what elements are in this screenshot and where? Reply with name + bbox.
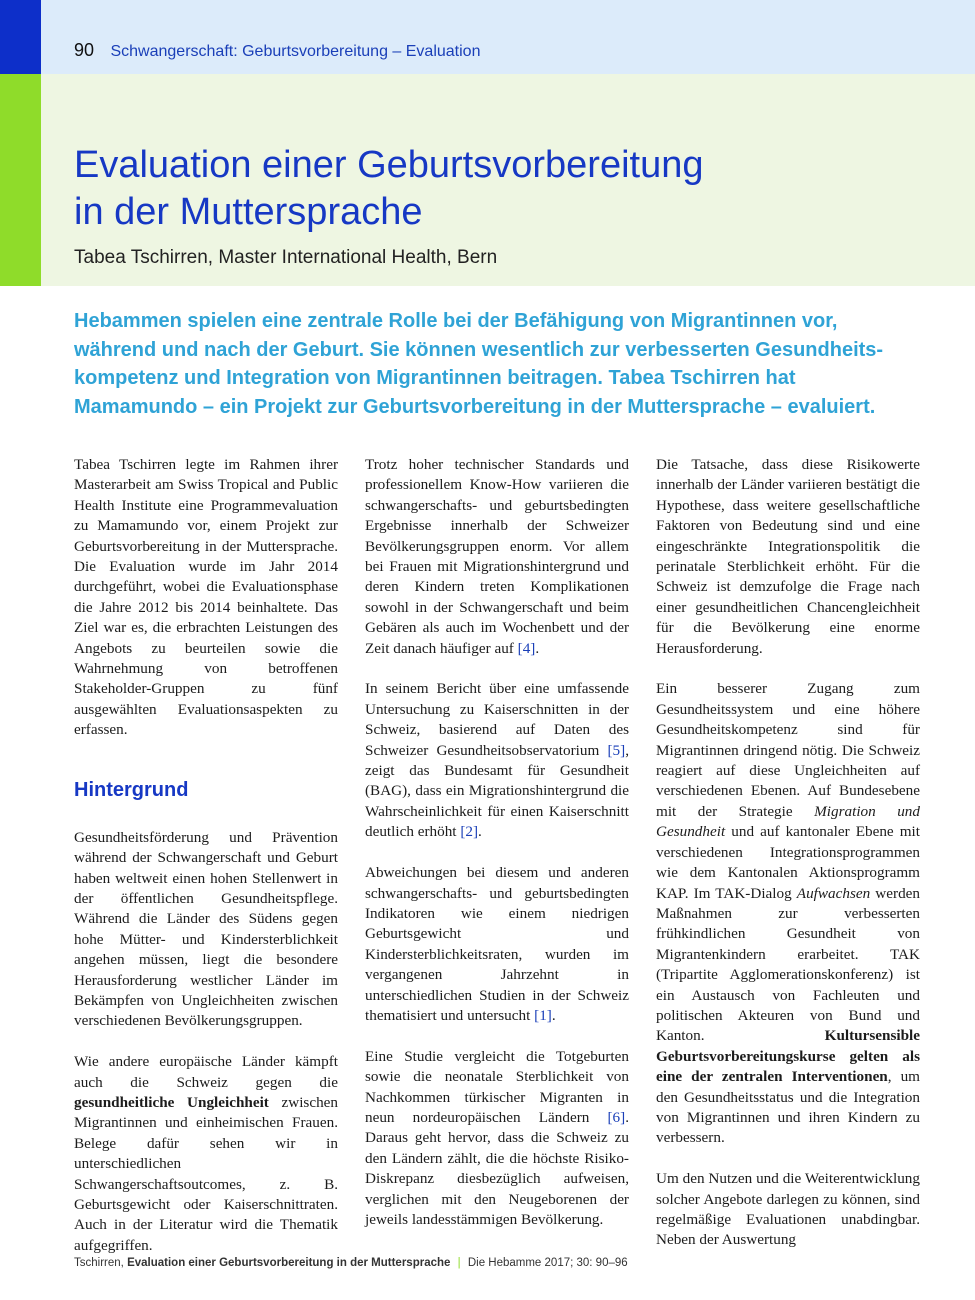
author-line: Tabea Tschirren, Master International Health, Bern	[74, 247, 498, 268]
text-run: .	[535, 639, 540, 657]
reference-link[interactable]: [4]	[517, 639, 536, 657]
running-head-strip	[0, 0, 975, 74]
body-paragraph	[365, 679, 629, 842]
intro-paragraph: Tabea Tschirren legte im Rahmen ihrer Masterarbeit am Swiss Tropical and Public Health Institute eine Programmevaluation zu Mamamundo vor, einem Projekt zur Geburtsvorbereitung in der Muttersprache. Die Evaluation wurde im Jahr 2014 durchgeführt, wobei die Evaluationsphase die Jahre 2012 bis 2014 beinhaltete. Das Ziel war es, die erbrachten Leistungen des Angebots zu beurteilen sowie die Wahrnehmung von betroffenen Stakeholder-Gruppen zu fünf ausgewählten Evaluationsaspekten zu erfassen.	[74, 456, 338, 739]
italic-text: Aufwachsen	[796, 884, 871, 902]
lead-paragraph	[74, 307, 904, 421]
italic-text: Migration und Gesundheit	[656, 802, 920, 841]
lead-line: Mamamundo – ein Projekt zur Geburtsvorbereitung in der Muttersprache – evaluiert.	[74, 395, 876, 418]
bold-text: Kultursensible Geburtsvorbereitungskurse gelten als eine der zentralen Interventionen	[656, 1027, 920, 1086]
reference-link[interactable]: [1]	[534, 1006, 552, 1024]
lead-line: kompetenz und Integration von Migrantinnen beitragen. Tabea Tschirren hat	[74, 367, 796, 389]
text-run: zwischen Migrantinnen und einheimischen Frauen. Belege dafür sehen wir in unterschiedlichen Schwangerschaftsoutcomes, z. B. Geburtsgewicht oder Kaiserschnittraten. Auch in der Literatur wird die Thematik aufgegriffen.	[74, 1093, 338, 1254]
reference-link[interactable]: [5]	[607, 741, 626, 759]
section-heading-hintergrund: Hintergrund	[74, 778, 189, 801]
text-run: Wie andere europäische Länder kämpft auch die Schweiz gegen die	[74, 1053, 338, 1091]
text-column-2	[365, 455, 629, 1230]
text-run: werden Maßnahmen zur verbesserten frühkindlichen Gesundheit von Migrantenkindern erarbeitet. TAK (Tripartite Agglomerationskonferenz) ist ein Austausch von Fachleuten und politischen Akteuren von Bund und Kanton.	[656, 884, 920, 1045]
text-run: Eine Studie vergleicht die Totgeburten sowie die neonatale Sterblichkeit von Nachkommen türkischer Migranten in neun nordeuropäischen Ländern	[365, 1047, 629, 1126]
lead-line: während und nach der Geburt. Sie können wesentlich zur verbesserten Gesundheits-	[74, 338, 884, 361]
title-line-1: Evaluation einer Geburtsvorbereitung	[74, 144, 704, 186]
footer-title: Evaluation einer Geburtsvorbereitung in der Muttersprache	[127, 1257, 451, 1269]
text-run: , zeigt das Bundesamt für Gesundheit (BAG), dass ein Migrationshintergrund die Wahrscheinlichkeit für einen Kaiserschnitt deutlich erhöht	[365, 741, 629, 841]
body-paragraph	[656, 679, 920, 1148]
footer-separator: |	[457, 1257, 461, 1269]
body-paragraph	[365, 455, 629, 659]
text-run: .	[551, 1006, 556, 1024]
text-run: . Daraus geht hervor, dass die Schweiz zu den Ländern zählt, die die höchste Risiko-Diskrepanz diesbezüglich aufweisen, verglichen mit den Neugeborenen der jeweils landesstämmigen Bevölkerung.	[365, 1108, 629, 1228]
body-paragraph	[365, 863, 629, 1026]
running-head	[74, 40, 480, 61]
text-run: , um den Gesundheitsstatus und die Integration von Migrantinnen und ihren Kindern zu verbessern.	[656, 1068, 920, 1147]
lead-line: Hebammen spielen eine zentrale Rolle bei der Befähigung von Migrantinnen vor,	[74, 310, 838, 332]
bold-text: gesundheitliche Ungleichheit	[74, 1093, 269, 1111]
body-paragraph	[365, 1047, 629, 1231]
title-line-2: in der Muttersprache	[74, 191, 423, 233]
text-run: In seinem Bericht über eine umfassende Untersuchung zu Kaiserschnitten in der Schweiz, basierend auf Daten des Schweizer Gesundheitsobservatorium	[365, 680, 629, 759]
blue-accent-block	[0, 0, 41, 74]
footer-author: Tschirren,	[74, 1257, 124, 1269]
body-paragraph: Gesundheitsförderung und Prävention während der Schwangerschaft und Geburt haben weltweit einen hohen Stellenwert in der öffentlichen Gesundheitspflege. Während die Länder des Südens gegen hohe Mütter- und Kindersterblichkeit angehen müssen, liegt die besondere Herausforderung westlicher Länder im Bekämpfen von Ungleichheiten zwischen verschiedenen Bevölkerungsgruppen.	[74, 828, 338, 1030]
text-run: .	[478, 823, 482, 841]
text-run: Ein besserer Zugang zum Gesundheitssystem und eine höhere Gesundheitskompetenz sind für Migrantinnen dringend nötig. Die Schweiz reagiert auf diese Ungleichheiten auf verschiedenen Ebenen. Auf Bundesebene mit der Strategie	[656, 680, 920, 820]
green-accent-block	[0, 74, 41, 286]
page-number: 90	[74, 40, 95, 60]
article-title	[74, 142, 934, 236]
text-column-1	[74, 455, 338, 1256]
text-run: Abweichungen bei diesem und anderen schwangerschafts- und geburtsbedingten Indikatoren wie einem niedrigen Geburtsgewicht und Kindersterblichkeitsraten, wurden im vergangenen Jahrzehnt in unterschiedlichen Studien in der Schweiz thematisiert und untersucht	[365, 864, 629, 1024]
reference-link[interactable]: [6]	[607, 1108, 626, 1126]
text-column-3	[656, 455, 920, 1251]
section-label: Schwangerschaft: Geburtsvorbereitung – Evaluation	[110, 43, 481, 60]
body-paragraph: Um den Nutzen und die Weiterentwicklung solcher Angebote darlegen zu können, sind regelmäßige Evaluationen unabdingbar. Neben der Auswertung	[656, 1170, 920, 1249]
body-paragraph	[74, 1052, 338, 1256]
text-run: und auf kantonaler Ebene mit verschiedenen Integrationsprogrammen wie dem Kantonalen Aktionsprogramm KAP. Im TAK-Dialog	[656, 823, 920, 902]
page-footer	[74, 1257, 628, 1269]
body-paragraph: Die Tatsache, dass diese Risikowerte innerhalb der Länder variieren bestätigt die Hypothese, dass weitere gesellschaftliche Faktoren von Bedeutung sind und eine eingeschränkte Integrationspolitik die perinatale Sterblichkeit erhöht. Für die Schweiz ist demzufolge die Frage nach einer gesundheitlichen Chancengleichheit für die Bevölkerung eine enorme Herausforderung.	[656, 456, 920, 657]
footer-citation: Die Hebamme 2017; 30: 90–96	[467, 1257, 628, 1269]
reference-link[interactable]: [2]	[460, 823, 479, 841]
text-run: Trotz hoher technischer Standards und professionellem Know-How variieren die schwangerschafts- und geburtsbedingten Ergebnisse innerhalb der Schweizer Bevölkerungsgruppen enorm. Vor allem bei Frauen mit Migrationshintergrund und deren Kindern treten Komplikationen sowohl in der Schwangerschaft und beim Gebären als auch im Wochenbett und der Zeit danach häufiger auf	[365, 456, 629, 657]
